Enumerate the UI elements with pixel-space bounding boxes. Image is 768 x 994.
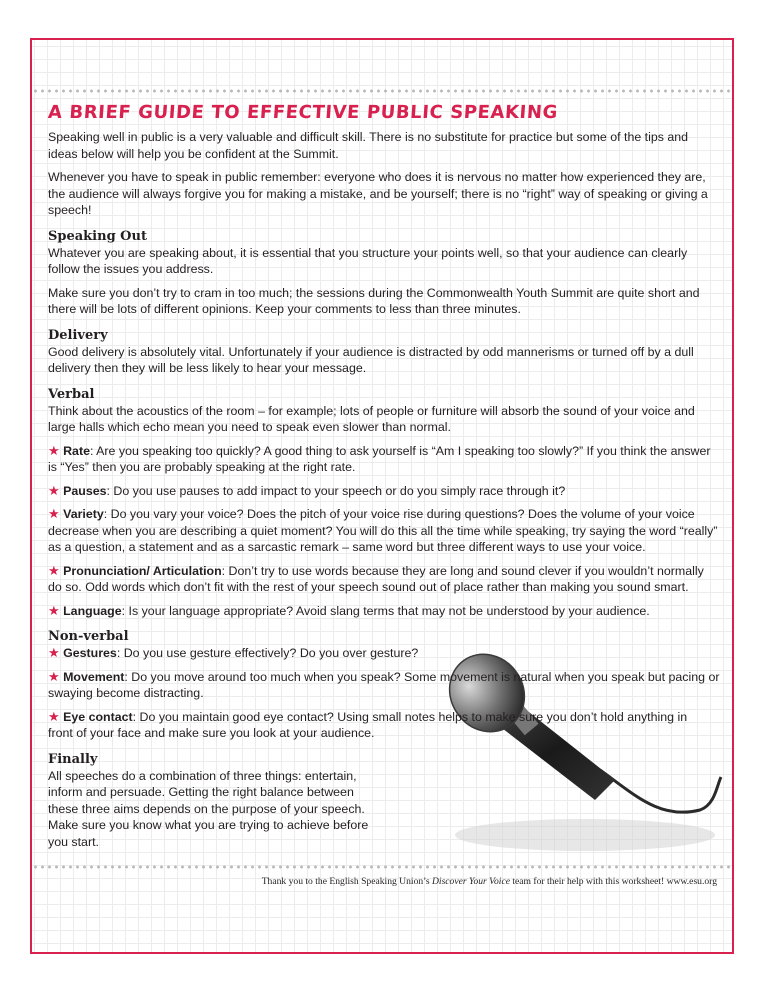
tip-term: Movement: [63, 669, 125, 684]
speaking-out-paragraph-1: Whatever you are speaking about, it is essential that you structure your points well, so that your audience can clearly follow the issues you address.: [48, 245, 688, 276]
star-icon: ★: [48, 482, 60, 498]
tip-text: : Don’t try to use words because they are long and sound clever if you wouldn’t normally do so. Odd words which don’t fit with the rest of your speech sound out of place rather than making you sound smart.: [48, 563, 704, 594]
heading-delivery: Delivery: [48, 327, 108, 343]
tip-term: Rate: [63, 443, 90, 458]
star-icon: ★: [48, 562, 60, 578]
tip-eye-contact: [48, 709, 703, 742]
tip-term: Variety: [63, 507, 104, 521]
footer-text: Thank you to the English Speaking Union’s: [261, 876, 432, 887]
star-icon: ★: [48, 668, 60, 684]
tip-text: : Do you vary your voice? Does the pitch of your voice rise during questions? Does the volume of your voice decrease when you are describing a quiet moment? You will do this all the time while speaking, try saying the word “really” as a question, a statement and as a sarcastic remark – same word but three different ways to use your voice.: [48, 507, 718, 554]
footer-program-name: Discover Your Voice: [431, 876, 510, 887]
dotted-divider-bottom: [32, 865, 732, 869]
tip-term: Pauses: [63, 483, 107, 498]
star-icon: ★: [48, 602, 60, 618]
tip-gestures: [48, 645, 720, 662]
tip-language: [48, 603, 720, 620]
tip-text: : Do you move around too much when you speak? Some movement is natural when you speak but pacing or swaying become distracting.: [48, 669, 720, 700]
tip-text: : Do you use gesture effectively? Do you over gesture?: [116, 646, 419, 660]
tip-pronunciation: [48, 563, 720, 596]
star-icon: ★: [48, 645, 60, 660]
heading-non-verbal: Non-verbal: [48, 629, 129, 644]
star-icon: ★: [48, 506, 60, 521]
star-icon: ★: [48, 442, 60, 458]
speaking-out-paragraph-2: Make sure you don’t try to cram in too much; the sessions during the Commonwealth Youth Summit are quite short and there will be lots of different opinions. Keep your comments to less than three minutes.: [48, 285, 700, 316]
footer-credit: [32, 876, 717, 887]
intro-paragraph-2: Whenever you have to speak in public remember: everyone who does it is nervous no matter how experienced they are, the audience will always forgive you for making a mistake, and be yourself; there is no “right” way of speaking or giving a speech!: [48, 170, 708, 217]
verbal-paragraph: Think about the acoustics of the room – for example; lots of people or furniture will absorb the sound of your voice and large halls which echo mean you need to speak even slower than normal.: [48, 403, 695, 434]
tip-text: : Are you speaking too quickly? A good thing to ask yourself is “Am I speaking too slowly?” If you think the answer is “Yes” then you are probably speaking at the right rate.: [48, 443, 711, 474]
tip-movement: [48, 669, 720, 702]
intro-paragraph-1: Speaking well in public is a very valuable and difficult skill. There is no substitute for practice but some of the tips and ideas below will help you be confident at the Summit.: [48, 130, 689, 161]
main-content: [48, 102, 720, 857]
page-title: A BRIEF GUIDE TO EFFECTIVE PUBLIC SPEAKING: [47, 102, 559, 123]
tip-term: Language: [63, 603, 122, 618]
dotted-divider-top: [32, 89, 732, 93]
worksheet-page: [30, 38, 734, 954]
tip-text: : Do you maintain good eye contact? Using small notes helps to make sure you don’t hold anything in front of your face and make sure you look at your audience.: [48, 709, 688, 740]
delivery-paragraph: Good delivery is absolutely vital. Unfortunately if your audience is distracted by odd mannerisms or turned off by a dull delivery then they will be less likely to hear your message.: [48, 344, 694, 375]
star-icon: ★: [48, 708, 60, 724]
footer-text-end: team for their help with this worksheet! www.esu.org: [509, 876, 717, 887]
tip-pauses: [48, 483, 720, 500]
heading-verbal: Verbal: [48, 386, 95, 402]
heading-speaking-out: Speaking Out: [48, 228, 147, 244]
tip-term: Pronunciation/ Articulation: [63, 563, 222, 578]
finally-paragraph: All speeches do a combination of three things: entertain, inform and persuade. Getting the right balance between these three aims depends on the purpose of your speech. Make sure you know what you are trying to achieve before you start.: [48, 768, 369, 849]
heading-finally: Finally: [48, 751, 98, 767]
tip-term: Eye contact: [63, 709, 133, 724]
tip-text: : Is your language appropriate? Avoid slang terms that may not be understood by your audience.: [121, 603, 650, 618]
tip-text: : Do you use pauses to add impact to your speech or do you simply race through it?: [106, 483, 566, 498]
tip-rate: [48, 443, 720, 476]
tip-term: Gestures: [63, 646, 117, 660]
tip-variety: [48, 506, 720, 556]
